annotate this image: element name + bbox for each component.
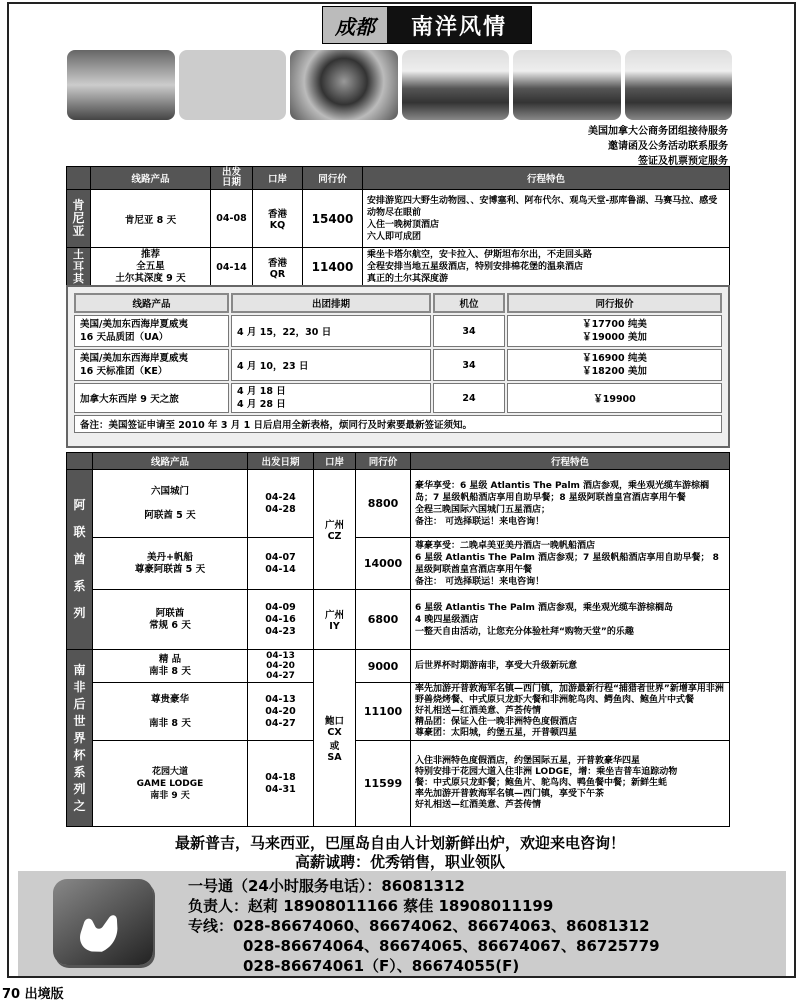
features: 入住非洲特色度假酒店，约堡国际五星，开普敦豪华四星 特别安排于花园大道入住非洲 LODGE，增：乘坐吉普车追踪动物 餐：中式原只龙虾餐；鲍鱼片、鸵鸟肉、鸭鱼餐中餐；新鲜生蚝 率先加游开普敦海军名镇—西门镇，享受下午茶 好礼相送—红酒美意、芦荟传情	[411, 741, 730, 827]
promo-free-travel: 最新普吉，马来西亚，巴厘岛自由人计划新鲜出炉，欢迎来电咨询！	[174, 834, 625, 852]
blank-photo	[179, 50, 287, 120]
fax-line: 028-86674061（F）、86674055(F)	[243, 957, 520, 975]
quote: ￥19900	[507, 383, 722, 413]
dates: 4 月 18 日 4 月 28 日	[231, 383, 431, 413]
seats: 34	[433, 315, 505, 347]
col-port: 口岸	[253, 167, 303, 190]
product: 尊贵豪华 南非 8 天	[93, 683, 248, 741]
product: 美国/美加东西海岸夏威夷 16 天标准团（KE）	[74, 349, 229, 381]
product: 精 品 南非 8 天	[93, 650, 248, 683]
date: 04-14	[211, 248, 253, 287]
skyline-photo	[513, 50, 621, 120]
product: 加拿大东西岸 9 天之旅	[74, 383, 229, 413]
brand-logo	[322, 6, 532, 44]
globe-photo	[290, 50, 398, 120]
phone-line-1: 专线：028-86674060、86674062、86674063、86081312	[188, 917, 650, 935]
port: 香港 QR	[253, 248, 303, 287]
visa-note: 备注：美国签证申请至 2010 年 3 月 1 日后启用全新表格，烦同行及时索要最新签证须知。	[74, 415, 722, 433]
table-row	[67, 538, 730, 590]
city-photo	[625, 50, 733, 120]
services-list	[588, 124, 728, 169]
features: 尊豪享受：二晚卓美亚美丹酒店一晚帆船酒店 6 星级 Atlantis The Palm 酒店参观；7 星级帆船酒店享用自助早餐； 8 星级阿联酋皇宫酒店享用午餐 备注： 可选择联运！来电咨询！	[411, 538, 730, 590]
features: 后世界杯时期游南非，享受大升级新玩意	[411, 650, 730, 683]
col-features: 行程特色	[411, 453, 730, 470]
product: 推荐 全五星 土尔其深度 9 天	[91, 248, 211, 287]
photo-strip	[67, 50, 732, 120]
price: 11599	[356, 741, 411, 827]
service-item: 邀请函及公务活动联系服务	[608, 141, 728, 152]
dates: 04-13 04-20 04-27	[248, 650, 314, 683]
managers: 负责人：赵莉 18908011166 蔡佳 18908011199	[188, 897, 554, 915]
statue-of-liberty-photo	[67, 50, 175, 120]
service-item: 签证及机票预定服务	[638, 156, 728, 167]
product: 肯尼亚 8 天	[91, 190, 211, 248]
dates: 04-07 04-14	[248, 538, 314, 590]
features: 6 星级 Atlantis The Palm 酒店参观，乘坐观光缆车游棕榈岛 4 晚四星级酒店 一整天自由活动，让您充分体验杜拜“购物天堂”的乐趣	[411, 590, 730, 650]
features: 安排游览四大野生动物园、、安博塞利、阿布代尔、观鸟天堂-那库鲁湖、马赛马拉、感受动物尽在眼前 入住一晚树顶酒店 六人即可成团	[363, 190, 730, 248]
col-quote: 同行报价	[507, 293, 722, 313]
section-kenya: 肯尼亚	[67, 190, 91, 248]
product: 六国城门 阿联酋 5 天	[93, 470, 248, 538]
section-southafrica: 南 非 后 世 界 杯 系 列 之	[67, 650, 93, 827]
dates: 04-18 04-31	[248, 741, 314, 827]
africa-turkey-table	[66, 166, 730, 287]
table-row	[67, 683, 730, 741]
table-row	[67, 650, 730, 683]
price: 15400	[303, 190, 363, 248]
product: 阿联酋 常规 6 天	[93, 590, 248, 650]
table-row	[67, 741, 730, 827]
table-row	[67, 470, 730, 538]
port: 香港 KQ	[253, 190, 303, 248]
table-row	[67, 590, 730, 650]
dates: 04-13 04-20 04-27	[248, 683, 314, 741]
promo-hiring: 高薪诚聘：优秀销售，职业领队	[294, 853, 505, 871]
dates: 04-24 04-28	[248, 470, 314, 538]
price: 11400	[303, 248, 363, 287]
product: 美丹+帆船 尊豪阿联酋 5 天	[93, 538, 248, 590]
table-header	[67, 453, 730, 470]
seats: 34	[433, 349, 505, 381]
col-seats: 机位	[433, 293, 505, 313]
col-product: 线路产品	[93, 453, 248, 470]
table-row	[74, 315, 722, 347]
features: 豪华享受：6 星级 Atlantis The Palm 酒店参观，乘坐观光缆车游棕榈岛；7 星级帆船酒店享用自助早餐；8 星级阿联酋皇宫酒店享用午餐 全程三晚国际六国城门五星酒店； 备注： 可选择联运！来电咨询！	[411, 470, 730, 538]
hotline: 一号通（24小时服务电话）：86081312	[188, 877, 465, 895]
page-footer: 70 出境版	[2, 987, 64, 1000]
features: 乘坐卡塔尔航空，安卡拉入、伊斯坦布尔出，不走回头路 全程安排当地五星级酒店，特别安排棉花堡的温泉酒店 真正的土尔其深度游	[363, 248, 730, 287]
col-features: 行程特色	[363, 167, 730, 190]
price: 11100	[356, 683, 411, 741]
section-turkey: 土耳其	[67, 248, 91, 287]
features: 率先加游开普敦海军名镇—西门镇，加游最新行程“捕猎者世界”新增享用非洲野兽烧烤餐、中式原只龙虾大餐和非洲鸵鸟肉、鳄鱼肉、鲍鱼片中式餐 好礼相送—红酒美意、芦荟传情 精品团：保证入住一晚非洲特色度假酒店 尊豪团：太阳城，约堡五星，开普顿四星	[411, 683, 730, 741]
col-price: 同行价	[356, 453, 411, 470]
port: 广州 CZ	[314, 470, 356, 590]
contact-panel	[18, 871, 786, 976]
price: 6800	[356, 590, 411, 650]
date: 04-08	[211, 190, 253, 248]
port: 广州 IY	[314, 590, 356, 650]
col-product: 线路产品	[74, 293, 229, 313]
table-row	[67, 248, 730, 287]
phone-line-2: 028-86674064、86674065、86674067、86725779	[243, 937, 660, 955]
service-item: 美国加拿大公商务团组接待服务	[588, 126, 728, 137]
table-header	[67, 167, 730, 190]
col-schedule: 出团排期	[231, 293, 431, 313]
col-product: 线路产品	[91, 167, 211, 190]
dates: 4 月 15，22，30 日	[231, 315, 431, 347]
col-port: 口岸	[314, 453, 356, 470]
price: 9000	[356, 650, 411, 683]
dates: 4 月 10，23 日	[231, 349, 431, 381]
dates: 04-09 04-16 04-23	[248, 590, 314, 650]
col-date: 出发日期	[248, 453, 314, 470]
uae-southafrica-table	[66, 452, 730, 827]
section-uae: 阿 联 酋 系 列	[67, 470, 93, 650]
quote: ￥17700 纯美 ￥19000 美加	[507, 315, 722, 347]
phone-icon	[53, 879, 153, 965]
product: 花园大道 GAME LODGE 南非 9 天	[93, 741, 248, 827]
price: 14000	[356, 538, 411, 590]
col-date: 出发 日期	[211, 167, 253, 190]
logo-name: 南洋风情	[387, 7, 531, 43]
seats: 24	[433, 383, 505, 413]
price: 8800	[356, 470, 411, 538]
note-row	[74, 415, 722, 433]
product: 美国/美加东西海岸夏威夷 16 天品质团（UA）	[74, 315, 229, 347]
col-price: 同行价	[303, 167, 363, 190]
harbor-photo	[402, 50, 510, 120]
table-row	[67, 190, 730, 248]
america-box	[66, 285, 730, 448]
table-row	[74, 383, 722, 413]
table-header	[74, 293, 722, 313]
logo-city: 成都	[323, 7, 387, 43]
quote: ￥16900 纯美 ￥18200 美加	[507, 349, 722, 381]
america-table	[72, 291, 724, 435]
port: 鲍口 CX 或 SA	[314, 650, 356, 827]
table-row	[74, 349, 722, 381]
